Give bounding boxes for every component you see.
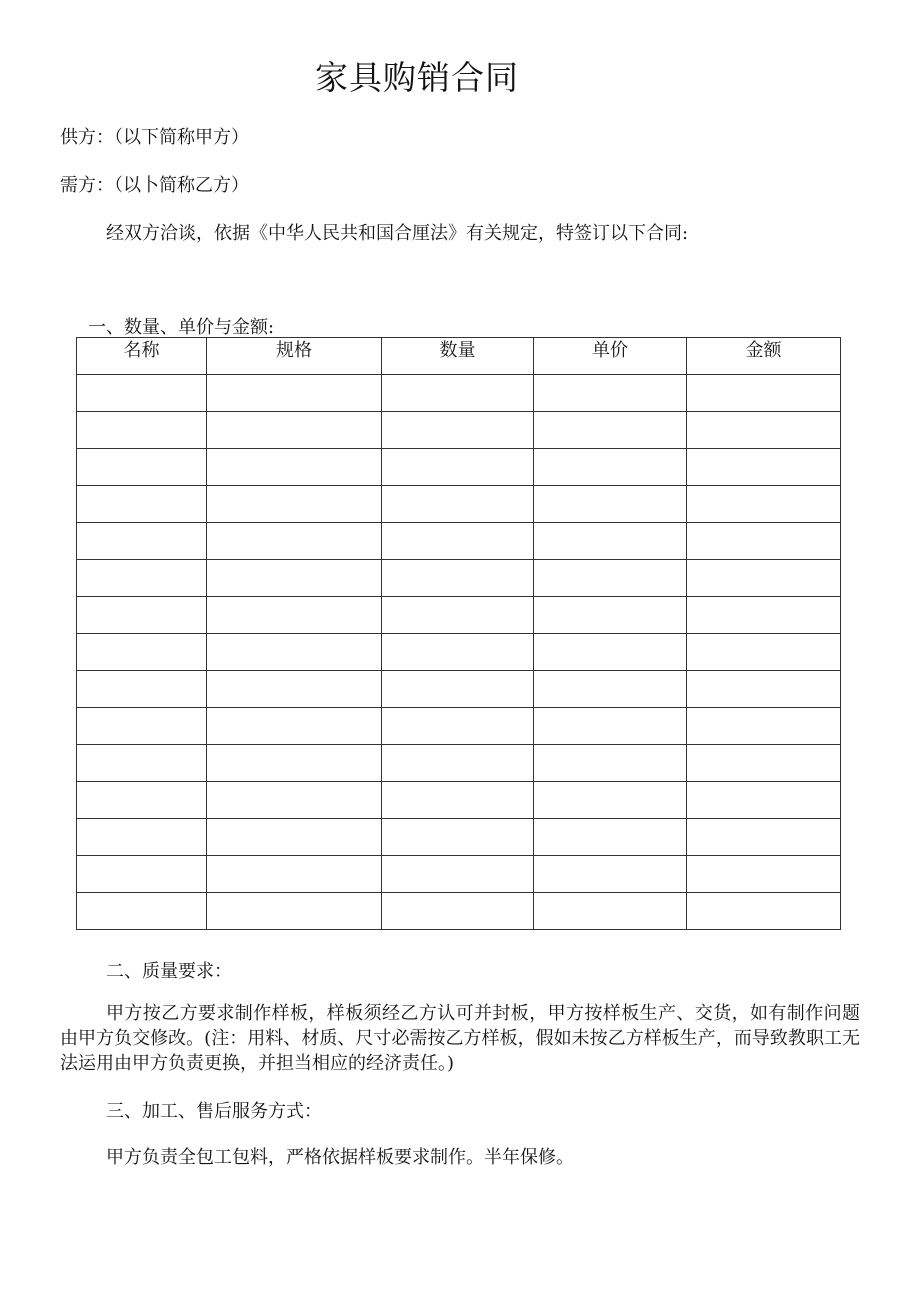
cell-quantity <box>382 671 534 708</box>
cell-quantity <box>382 745 534 782</box>
cell-spec <box>207 708 382 745</box>
cell-amount <box>687 893 841 930</box>
table-row <box>77 597 841 634</box>
table-row <box>77 893 841 930</box>
table-row <box>77 819 841 856</box>
page-title: 家具购销合同 <box>315 58 519 97</box>
cell-spec <box>207 523 382 560</box>
cell-quantity <box>382 597 534 634</box>
cell-spec <box>207 856 382 893</box>
cell-unit-price <box>534 449 687 486</box>
supplier-line: 供方：（以下简称甲方） <box>60 127 249 148</box>
cell-quantity <box>382 634 534 671</box>
cell-spec <box>207 819 382 856</box>
table-row <box>77 782 841 819</box>
cell-quantity <box>382 375 534 412</box>
cell-name <box>77 745 207 782</box>
cell-unit-price <box>534 412 687 449</box>
cell-spec <box>207 893 382 930</box>
cell-name <box>77 856 207 893</box>
col-header-amount: 金额 <box>687 338 841 375</box>
cell-unit-price <box>534 819 687 856</box>
cell-name <box>77 412 207 449</box>
cell-spec <box>207 560 382 597</box>
cell-unit-price <box>534 486 687 523</box>
col-header-quantity: 数量 <box>382 338 534 375</box>
cell-spec <box>207 671 382 708</box>
table-row <box>77 523 841 560</box>
cell-quantity <box>382 560 534 597</box>
section2-heading: 二、质量要求： <box>106 961 232 982</box>
table-header-row <box>77 338 841 375</box>
cell-quantity <box>382 486 534 523</box>
cell-amount <box>687 486 841 523</box>
cell-name <box>77 782 207 819</box>
col-header-name: 名称 <box>77 338 207 375</box>
cell-name <box>77 375 207 412</box>
cell-name <box>77 671 207 708</box>
cell-amount <box>687 412 841 449</box>
table-row <box>77 671 841 708</box>
cell-name <box>77 523 207 560</box>
cell-amount <box>687 671 841 708</box>
cell-unit-price <box>534 634 687 671</box>
cell-unit-price <box>534 708 687 745</box>
section1-heading: 一、数量、单价与金额: <box>88 317 275 338</box>
cell-unit-price <box>534 745 687 782</box>
cell-name <box>77 597 207 634</box>
cell-spec <box>207 412 382 449</box>
items-table <box>76 337 841 930</box>
cell-name <box>77 819 207 856</box>
cell-unit-price <box>534 893 687 930</box>
cell-spec <box>207 634 382 671</box>
cell-quantity <box>382 449 534 486</box>
cell-amount <box>687 745 841 782</box>
table-row <box>77 745 841 782</box>
cell-name <box>77 634 207 671</box>
cell-spec <box>207 449 382 486</box>
cell-quantity <box>382 856 534 893</box>
cell-unit-price <box>534 597 687 634</box>
cell-amount <box>687 708 841 745</box>
table-row <box>77 560 841 597</box>
cell-amount <box>687 856 841 893</box>
cell-name <box>77 893 207 930</box>
cell-quantity <box>382 412 534 449</box>
cell-unit-price <box>534 782 687 819</box>
cell-quantity <box>382 782 534 819</box>
cell-spec <box>207 597 382 634</box>
cell-name <box>77 486 207 523</box>
cell-quantity <box>382 819 534 856</box>
cell-amount <box>687 523 841 560</box>
cell-spec <box>207 486 382 523</box>
cell-quantity <box>382 708 534 745</box>
cell-amount <box>687 449 841 486</box>
cell-unit-price <box>534 375 687 412</box>
cell-name <box>77 708 207 745</box>
cell-spec <box>207 745 382 782</box>
cell-amount <box>687 782 841 819</box>
cell-quantity <box>382 893 534 930</box>
table-row <box>77 486 841 523</box>
table-row <box>77 412 841 449</box>
table-row <box>77 375 841 412</box>
section3-heading: 三、加工、售后服务方式： <box>106 1101 322 1122</box>
intro-paragraph: 经双方洽谈，依据《中华人民共和国合厘法》有关规定，特签订以下合同: <box>106 223 689 244</box>
buyer-line: 需方：（以卜简称乙方） <box>60 175 249 196</box>
table-row <box>77 449 841 486</box>
cell-unit-price <box>534 671 687 708</box>
cell-unit-price <box>534 856 687 893</box>
cell-name <box>77 449 207 486</box>
cell-unit-price <box>534 560 687 597</box>
cell-amount <box>687 375 841 412</box>
col-header-spec: 规格 <box>207 338 382 375</box>
cell-name <box>77 560 207 597</box>
col-header-unit-price: 单价 <box>534 338 687 375</box>
cell-unit-price <box>534 523 687 560</box>
cell-amount <box>687 560 841 597</box>
table-row <box>77 708 841 745</box>
section3-body: 甲方负责全包工包料，严格依据样板要求制作。半年保修。 <box>106 1147 574 1168</box>
cell-amount <box>687 819 841 856</box>
cell-spec <box>207 375 382 412</box>
cell-spec <box>207 782 382 819</box>
section2-body: 甲方按乙方要求制作样板，样板须经乙方认可并封板，甲方按样板生产、交货，如有制作问题由甲方负交修改。(注：用料、材质、尺寸必需按乙方样板，假如未按乙方样板生产，而导致教职工无法运用由甲方负责更换，并担当相应的经济责任。) <box>60 1003 860 1074</box>
table-row <box>77 856 841 893</box>
table-row <box>77 634 841 671</box>
cell-quantity <box>382 523 534 560</box>
cell-amount <box>687 634 841 671</box>
cell-amount <box>687 597 841 634</box>
